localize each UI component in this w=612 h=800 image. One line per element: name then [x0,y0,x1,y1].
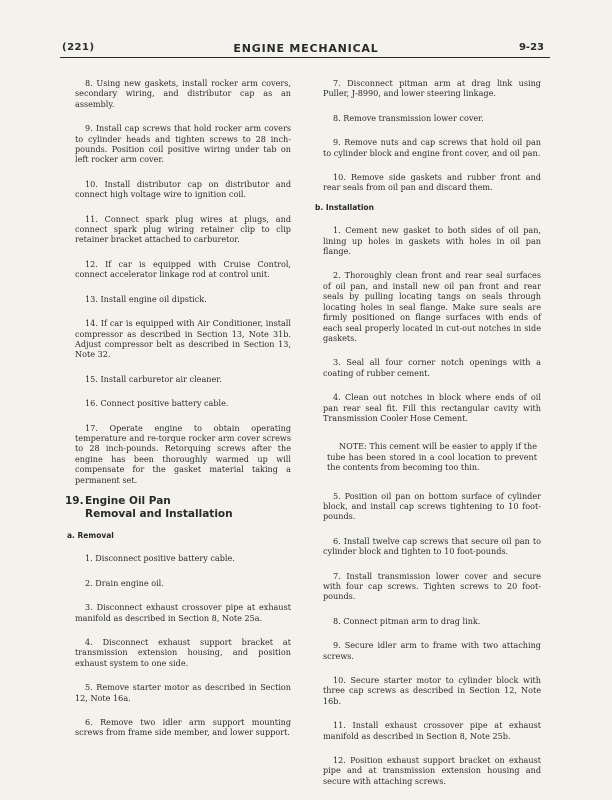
step-paragraph: 2. Thoroughly clean front and rear seal surfaces of oil pan, and install new oil pan front and rear seals by pulling locating tangs on seals through locating holes in seal flange. Make sure seals are firmly positioned on flange surfaces with ends of each seal properly located in cut-out notches in side gaskets. [323,270,541,343]
step-paragraph: 17. Operate engine to obtain operating temperature and re-torque rocker arm cover screws to 28 inch-pounds. Retorquing screws after the engine has been thoroughly warmed up will compensate for the gasket material taking a permanent set. [75,422,291,485]
right-column [315,78,541,800]
step-paragraph: 14. If car is equipped with Air Conditioner, install compressor as described in Section 13, Note 31b. Adjust compressor belt as described in Section 13, Note 32. [75,318,291,360]
step-paragraph: 9. Secure idler arm to frame with two attaching screws. [323,640,541,661]
step-paragraph: 7. Install transmission lower cover and secure with four cap screws. Tighten screws to 20 foot-pounds. [323,570,541,602]
subsection-heading-installation: b. Installation [315,202,374,212]
step-paragraph: 9. Install cap screws that hold rocker arm covers to cylinder heads and tighten screws to 28 inch-pounds. Position coil positive wiring under tab on left rocker arm cover. [75,123,291,165]
step-paragraph: 7. Disconnect pitman arm at drag link using Puller, J-8990, and lower steering linkage. [323,78,541,99]
step-paragraph: 9. Remove nuts and cap screws that hold oil pan to cylinder block and engine front cover, and oil pan. [323,137,541,158]
step-paragraph: 16. Connect positive battery cable. [85,398,229,409]
step-paragraph: 12. Position exhaust support bracket on exhaust pipe and at transmission extension housing and secure with attaching screws. [323,755,541,786]
step-paragraph: 4. Disconnect exhaust support bracket at transmission extension housing, and position exhaust system to one side. [75,637,291,668]
step-paragraph: 13. Install engine oil dipstick. [85,293,207,304]
step-paragraph: 10. Install distributor cap on distributor and connect high voltage wire to ignition coil. [75,178,291,200]
step-paragraph: 11. Install exhaust crossover pipe at exhaust manifold as described in Section 8, Note 25b. [323,720,541,741]
chapter-number: (221) [62,42,95,53]
step-paragraph: 4. Clean out notches in block where ends of oil pan rear seal fit. Fill this rectangular cavity with Transmission Cooler Hose Cement. [323,392,541,423]
step-paragraph: 11. Connect spark plug wires at plugs, and connect spark plug wiring retainer clip to clip retainer bracket attached to carburetor. [75,213,291,245]
section-number: 19. [65,494,84,507]
step-paragraph: 10. Secure starter motor to cylinder block with three cap screws as described in Section 12, Note 16b. [323,675,541,706]
left-column [65,78,291,752]
step-paragraph: 6. Remove two idler arm support mounting screws from frame side member, and lower support. [75,717,291,738]
step-paragraph: 12. If car is equipped with Cruise Control, connect accelerator linkage rod at control unit. [75,258,291,280]
step-paragraph: 5. Position oil pan on bottom surface of cylinder block, and install cap screws tightening to 10 foot-pounds. [323,490,541,522]
note-paragraph: NOTE: This cement will be easier to apply if the tube has been stored in a cool location to prevent the contents from becoming too thin. [327,441,537,473]
step-paragraph: 3. Disconnect exhaust crossover pipe at exhaust manifold as described in Section 8, Note 25a. [75,602,291,623]
step-paragraph: 8. Using new gaskets, install rocker arm covers, secondary wiring, and distributor cap as an assembly. [75,78,291,109]
step-paragraph: 6. Install twelve cap screws that secure oil pan to cylinder block and tighten to 10 foot-pounds. [323,535,541,557]
step-paragraph: 1. Cement new gasket to both sides of oil pan, lining up holes in gaskets with holes in oil pan flange. [323,225,541,257]
step-paragraph: 8. Connect pitman arm to drag link. [333,615,481,626]
subsection-heading-removal: a. Removal [67,530,114,540]
step-paragraph: 8. Remove transmission lower cover. [333,112,484,123]
step-paragraph: 15. Install carburetor air cleaner. [85,373,222,384]
page-header-title: ENGINE MECHANICAL [233,42,379,55]
section-heading [65,495,291,521]
header-rule [60,57,550,58]
step-paragraph: 3. Seal all four corner notch openings with a coating of rubber cement. [323,357,541,378]
section-title-line1: Engine Oil Pan [85,494,171,507]
step-paragraph: 5. Remove starter motor as described in Section 12, Note 16a. [75,682,291,703]
page-number: 9-23 [518,42,544,53]
step-paragraph: 2. Drain engine oil. [85,577,164,588]
step-paragraph: 10. Remove side gaskets and rubber front and rear seals from oil pan and discard them. [323,172,541,193]
section-title-line2: Removal and Installation [85,507,233,520]
step-paragraph: 1. Disconnect positive battery cable. [85,553,235,564]
